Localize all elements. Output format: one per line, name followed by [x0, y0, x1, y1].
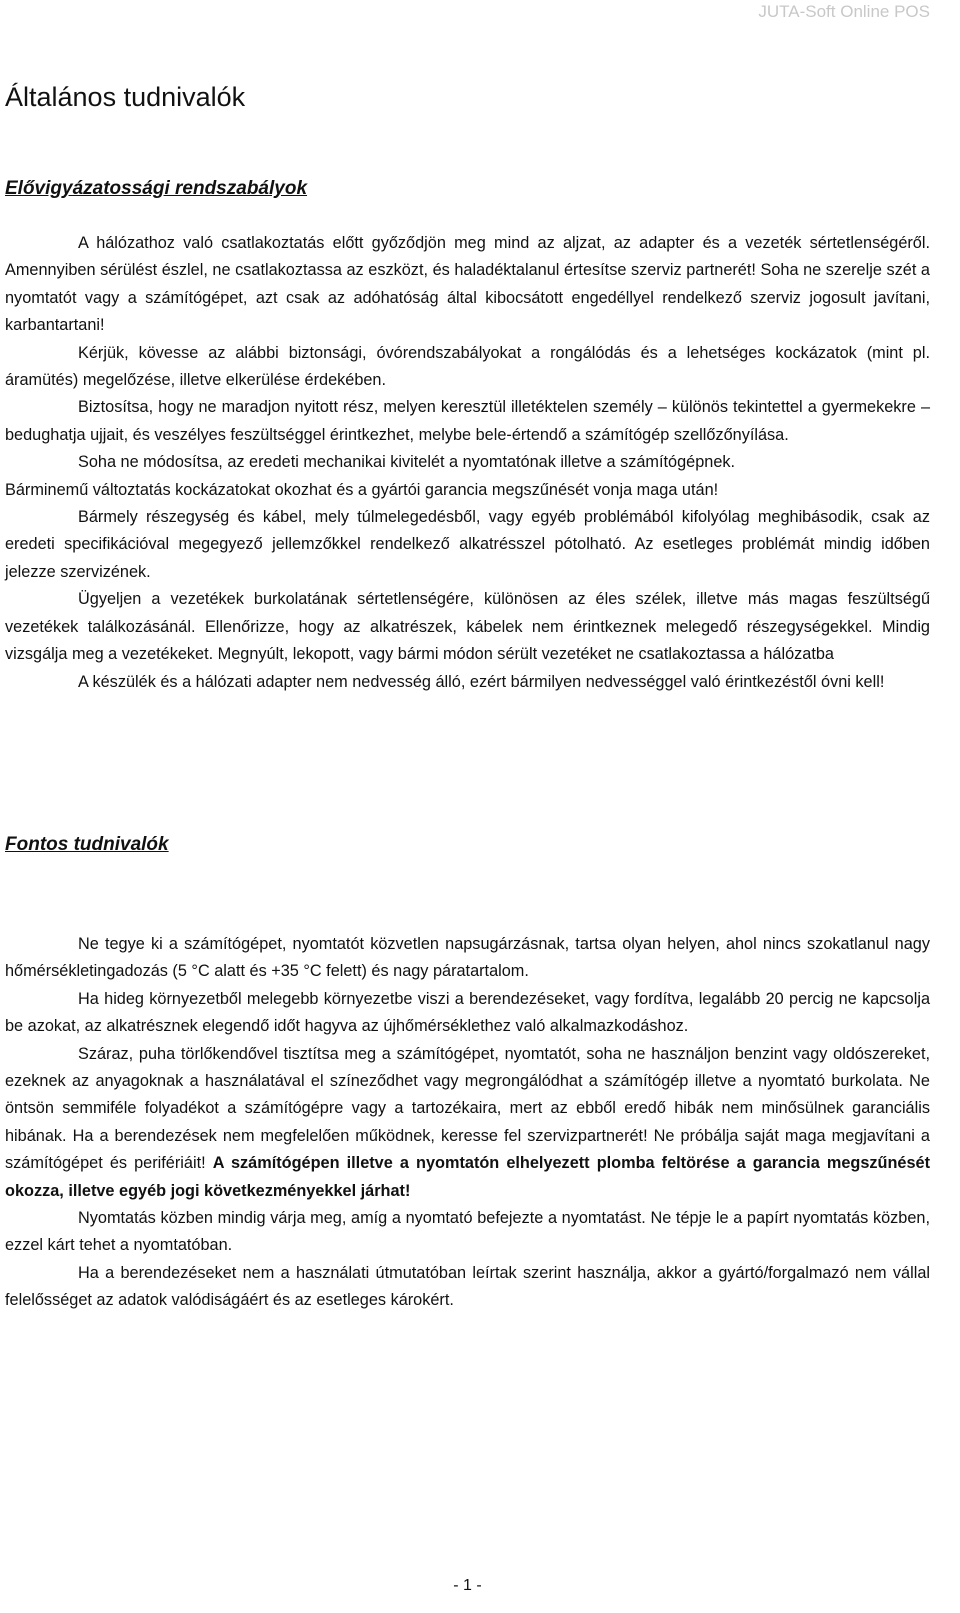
section-body-precautions — [5, 230, 930, 696]
paragraph: Ha hideg környezetből melegebb környezetbe viszi a berendezéseket, vagy fordítva, legalább 20 percig ne kapcsolja be azokat, az alkatrésznek elegendő időt hagyva az újhőmérséklethez való alkalmazkodáshoz. — [5, 989, 930, 1036]
paragraph: Kérjük, kövesse az alábbi biztonsági, óvórendszabályokat a rongálódás és a lehetséges kockázatok (mint pl. áramütés) megelőzése, illetve elkerülése érdekében. — [5, 343, 930, 390]
section-body-important — [5, 931, 930, 1315]
paragraph: Bármely részegység és kábel, mely túlmelegedésből, vagy egyéb problémából kifolyólag meghibásodik, csak az eredeti specifikációval megegyező jellemzőkkel rendelkező alkatrésszel pótolható. Az esetleges problémát mindig időben jelezze szervizének. — [5, 508, 930, 581]
paragraph: Soha ne módosítsa, az eredeti mechanikai kivitelét a nyomtatónak illetve a számítógépnek. — [78, 453, 736, 472]
paragraph: Biztosítsa, hogy ne maradjon nyitott rész, melyen keresztül illetéktelen személy – különös tekintettel a gyermekekre – bedughatja ujjait, és veszélyes feszültséggel érintkezhet, melybe bele-értendő a számítógép szellőzőnyílása. — [5, 398, 930, 444]
paragraph: Bárminemű változtatás kockázatokat okozhat és a gyártói garancia megszűnését vonja maga után! — [5, 480, 719, 499]
paragraph: Ügyeljen a vezetékek burkolatának sértetlenségére, különösen az éles szélek, illetve más magas feszültségű vezetékek találkozásánál. Ellenőrizze, hogy az alkatrészek, kábelek nem érintkeznek melegedő részegységekkel. Mindig vizsgálja meg a vezetékeket. Megnyúlt, lekopott, vagy bármi módon sérült vezetéket ne csatlakoztassa a hálózatba — [5, 590, 930, 664]
paragraph: A hálózathoz való csatlakoztatás előtt győződjön meg mind az aljzat, az adapter és a vezeték sértetlenségéről. Amennyiben sérülést észlel, ne csatlakoztassa az eszközt, és haladéktalanul értesítse szerviz partnerét! Soha ne szerelje szét a nyomtatót vagy a számítógépet, azt csak az adóhatóság által kibocsátott engedéllyel rendelkező szerviz jogosult javítani, karbantartani! — [5, 234, 930, 335]
page-number: - 1 - — [453, 1577, 482, 1594]
section-heading-important: Fontos tudnivalók — [5, 834, 169, 855]
paragraph: Nyomtatás közben mindig várja meg, amíg a nyomtató befejezte a nyomtatást. Ne tépje le a papírt nyomtatás közben, ezzel kárt tehet a nyomtatóban. — [5, 1209, 930, 1255]
paragraph: Ne tegye ki a számítógépet, nyomtatót közvetlen napsugárzásnak, tartsa olyan helyen, ahol nincs szokatlanul nagy hőmérsékletingadozás (5 °C alatt és +35 °C felett) és nagy páratartalom. — [5, 935, 930, 981]
paragraph-with-warning — [5, 1041, 930, 1205]
warranty-warning: A számítógépen illetve a nyomtatón elhelyezett plomba feltörése a garancia megszűnését okozza, illetve egyéb jogi következményekkel járhat! — [5, 1154, 930, 1200]
paragraph: A készülék és a hálózati adapter nem nedvesség álló, ezért bármilyen nedvességgel való érintkezéstől óvni kell! — [78, 672, 885, 691]
page-title: Általános tudnivalók — [5, 82, 246, 112]
app-name-header: JUTA-Soft Online POS — [758, 2, 930, 21]
paragraph: Ha a berendezéseket nem a használati útmutatóban leírtak szerint használja, akkor a gyártó/forgalmazó nem vállal felelősséget az adatok valódiságáért és az esetleges károkért. — [5, 1263, 930, 1310]
paragraph-text: Száraz, puha törlőkendővel tisztítsa meg a számítógépet, nyomtatót, soha ne használjon benzint vagy oldószereket, ezeknek az anyagoknak a használatával el színeződhet vagy megrongálódhat a számítógép illetve a nyomtató burkolata. Ne öntsön semmiféle folyadékot a számítógépre vagy a tartozékaira, mert az ebből eredő hibák nem minősülnek garanciális hibának. Ha a berendezések nem megfelelően működnek, keresse fel szervizpartnerét! Ne próbálja saját maga megjavítani a számítógépet és perifériáit! — [5, 1044, 930, 1173]
section-heading-precautions: Elővigyázatossági rendszabályok — [5, 178, 308, 199]
